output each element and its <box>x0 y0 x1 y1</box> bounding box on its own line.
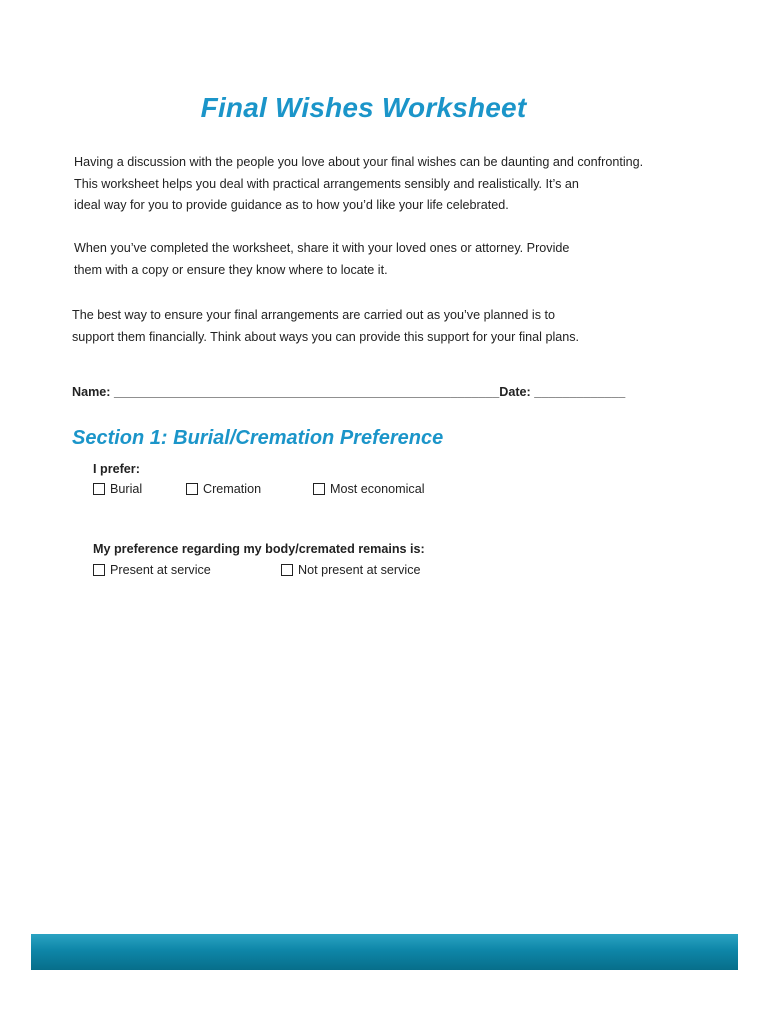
present-at-service-option[interactable] <box>93 563 211 577</box>
name-field[interactable]: Name: _______________________________________________________ <box>72 385 500 399</box>
intro-line: This worksheet helps you deal with practical arrangements sensibly and realistically. It’s an <box>74 176 579 191</box>
checkbox-icon[interactable] <box>186 483 198 495</box>
footer-bar <box>31 934 738 970</box>
checkbox-icon[interactable] <box>93 564 105 576</box>
most-economical-option[interactable] <box>313 482 425 496</box>
name-date-fields <box>72 385 692 399</box>
remains-question: My preference regarding my body/cremated remains is: <box>93 542 425 556</box>
completion-line: them with a copy or ensure they know where to locate it. <box>74 262 388 277</box>
checkbox-icon[interactable] <box>93 483 105 495</box>
financial-line: support them financially. Think about ways you can provide this support for your final plans. <box>72 329 580 344</box>
option-label: Most economical <box>330 482 425 496</box>
financial-paragraph <box>72 305 692 348</box>
not-present-at-service-option[interactable] <box>281 563 421 577</box>
option-label: Present at service <box>110 563 211 577</box>
intro-line: Having a discussion with the people you love about your final wishes can be daunting and confronting. <box>74 155 644 169</box>
financial-line: The best way to ensure your final arrangements are carried out as you’ve planned is to <box>72 308 556 322</box>
burial-option[interactable] <box>93 482 142 496</box>
section-1-title: Section 1: Burial/Cremation Preference <box>72 427 444 449</box>
completion-paragraph <box>74 238 694 281</box>
option-label: Cremation <box>203 482 262 496</box>
option-label: Not present at service <box>298 563 421 577</box>
option-label: Burial <box>110 482 143 496</box>
intro-paragraph <box>74 152 694 217</box>
checkbox-icon[interactable] <box>313 483 325 495</box>
checkbox-icon[interactable] <box>281 564 293 576</box>
cremation-option[interactable] <box>186 482 261 496</box>
preference-question: I prefer: <box>93 462 140 476</box>
completion-line: When you’ve completed the worksheet, share it with your loved ones or attorney. Provide <box>74 241 570 255</box>
intro-line: ideal way for you to provide guidance as to how you’d like your life celebrated. <box>74 198 509 212</box>
page-title: Final Wishes Worksheet <box>200 92 527 123</box>
date-field[interactable]: Date: _____________ <box>499 385 626 399</box>
